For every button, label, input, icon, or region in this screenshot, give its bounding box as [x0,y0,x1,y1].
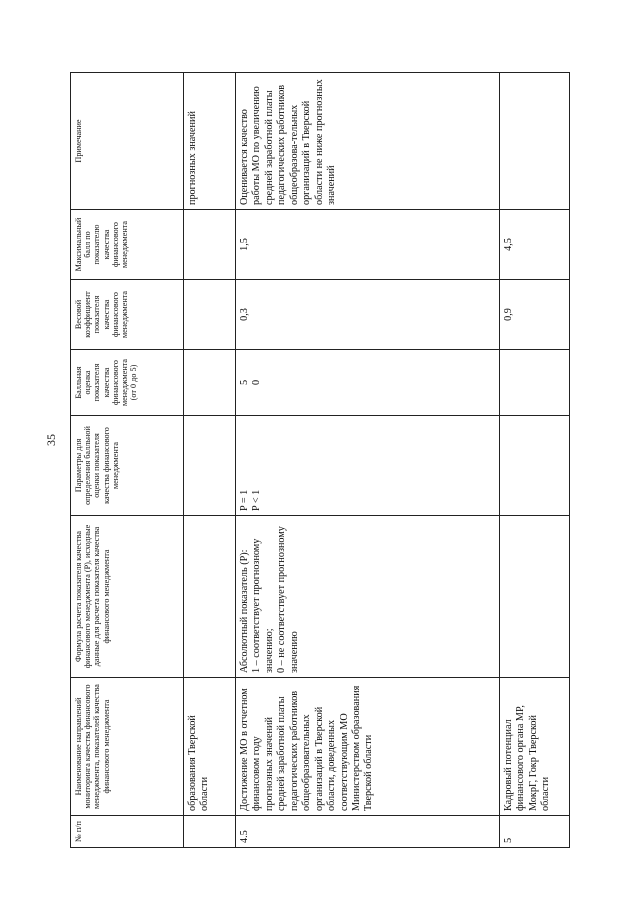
header-weight: Весовой коэффициент показателя качества финансового менеджмента [71,280,184,350]
continuation-row [184,73,236,848]
formula-line-3: 0 – не соответствует прогнозному значению [276,526,300,673]
formula-line-2: 1 – соответствует прогнозному значению; [251,538,275,673]
row-4-5-formula [236,516,500,678]
header-direction: Наименование направлений мониторинга качества финансового менеджмента, показателей качества финансового менеджмента [71,678,184,816]
cont-weight [184,280,236,350]
param-2: P < 1 [251,489,263,511]
row-4-5-weight: 0,3 [236,280,500,350]
row-5-max: 4,5 [500,210,570,280]
row-5-num: 5 [500,816,570,848]
cont-score [184,350,236,416]
row-5-weight: 0,9 [500,280,570,350]
score-2: 0 [251,379,263,386]
row-4-5-direction: Достижение МО в отчетном финансовом году прогнозных значений средней заработной платы педагогических работников общеобразовательных организаций в Тверской области, доведенных соответствующим МО Министерством образования Тверской области [236,678,500,816]
row-5-params [500,416,570,516]
row-5-formula [500,516,570,678]
row-5-note [500,73,570,210]
header-num: № п/п [71,816,184,848]
table-row-4-5 [236,73,500,848]
row-4-5-num: 4.5 [236,816,500,848]
header-params: Параметры для определения балльной оценки показателя качества финансового менеджмента [71,416,184,516]
cont-params [184,416,236,516]
cont-formula [184,516,236,678]
param-1: P = 1 [239,489,250,511]
header-row [71,73,184,848]
cont-max [184,210,236,280]
row-4-5-params [236,416,500,516]
row-4-5-note: Оценивается качество работы МО по увеличению средней заработной платы педагогических работников общеобразова-тельных организаций в Тверской области не ниже прогнозных значений [236,73,500,210]
header-formula: Формула расчета показателя качества финансового менеджмента (P), исходные данные для расчета показателя качества финансового менеджмента [71,516,184,678]
financial-management-table [70,72,570,848]
row-4-5-score [236,350,500,416]
page-number: 35 [44,434,58,446]
row-5-score [500,350,570,416]
header-max: Максимальный балл по показателю качества финансового менеджмента [71,210,184,280]
rotated-table-wrapper [70,73,570,848]
table-row-5 [500,73,570,848]
cont-direction: образования Тверской области [184,678,236,816]
cont-num [184,816,236,848]
row-4-5-max: 1,5 [236,210,500,280]
cont-note: прогнозных значений [184,73,236,210]
score-1: 5 [239,379,250,386]
formula-line-1: Абсолютный показатель (P): [239,549,250,673]
header-note: Примечание [71,73,184,210]
header-score: Балльная оценка показателя качества финансового менеджмента (от 0 до 5) [71,350,184,416]
row-5-direction: Кадровый потенциал финансового органа МР, МокрΓ, Гокр Тверской области [500,678,570,816]
